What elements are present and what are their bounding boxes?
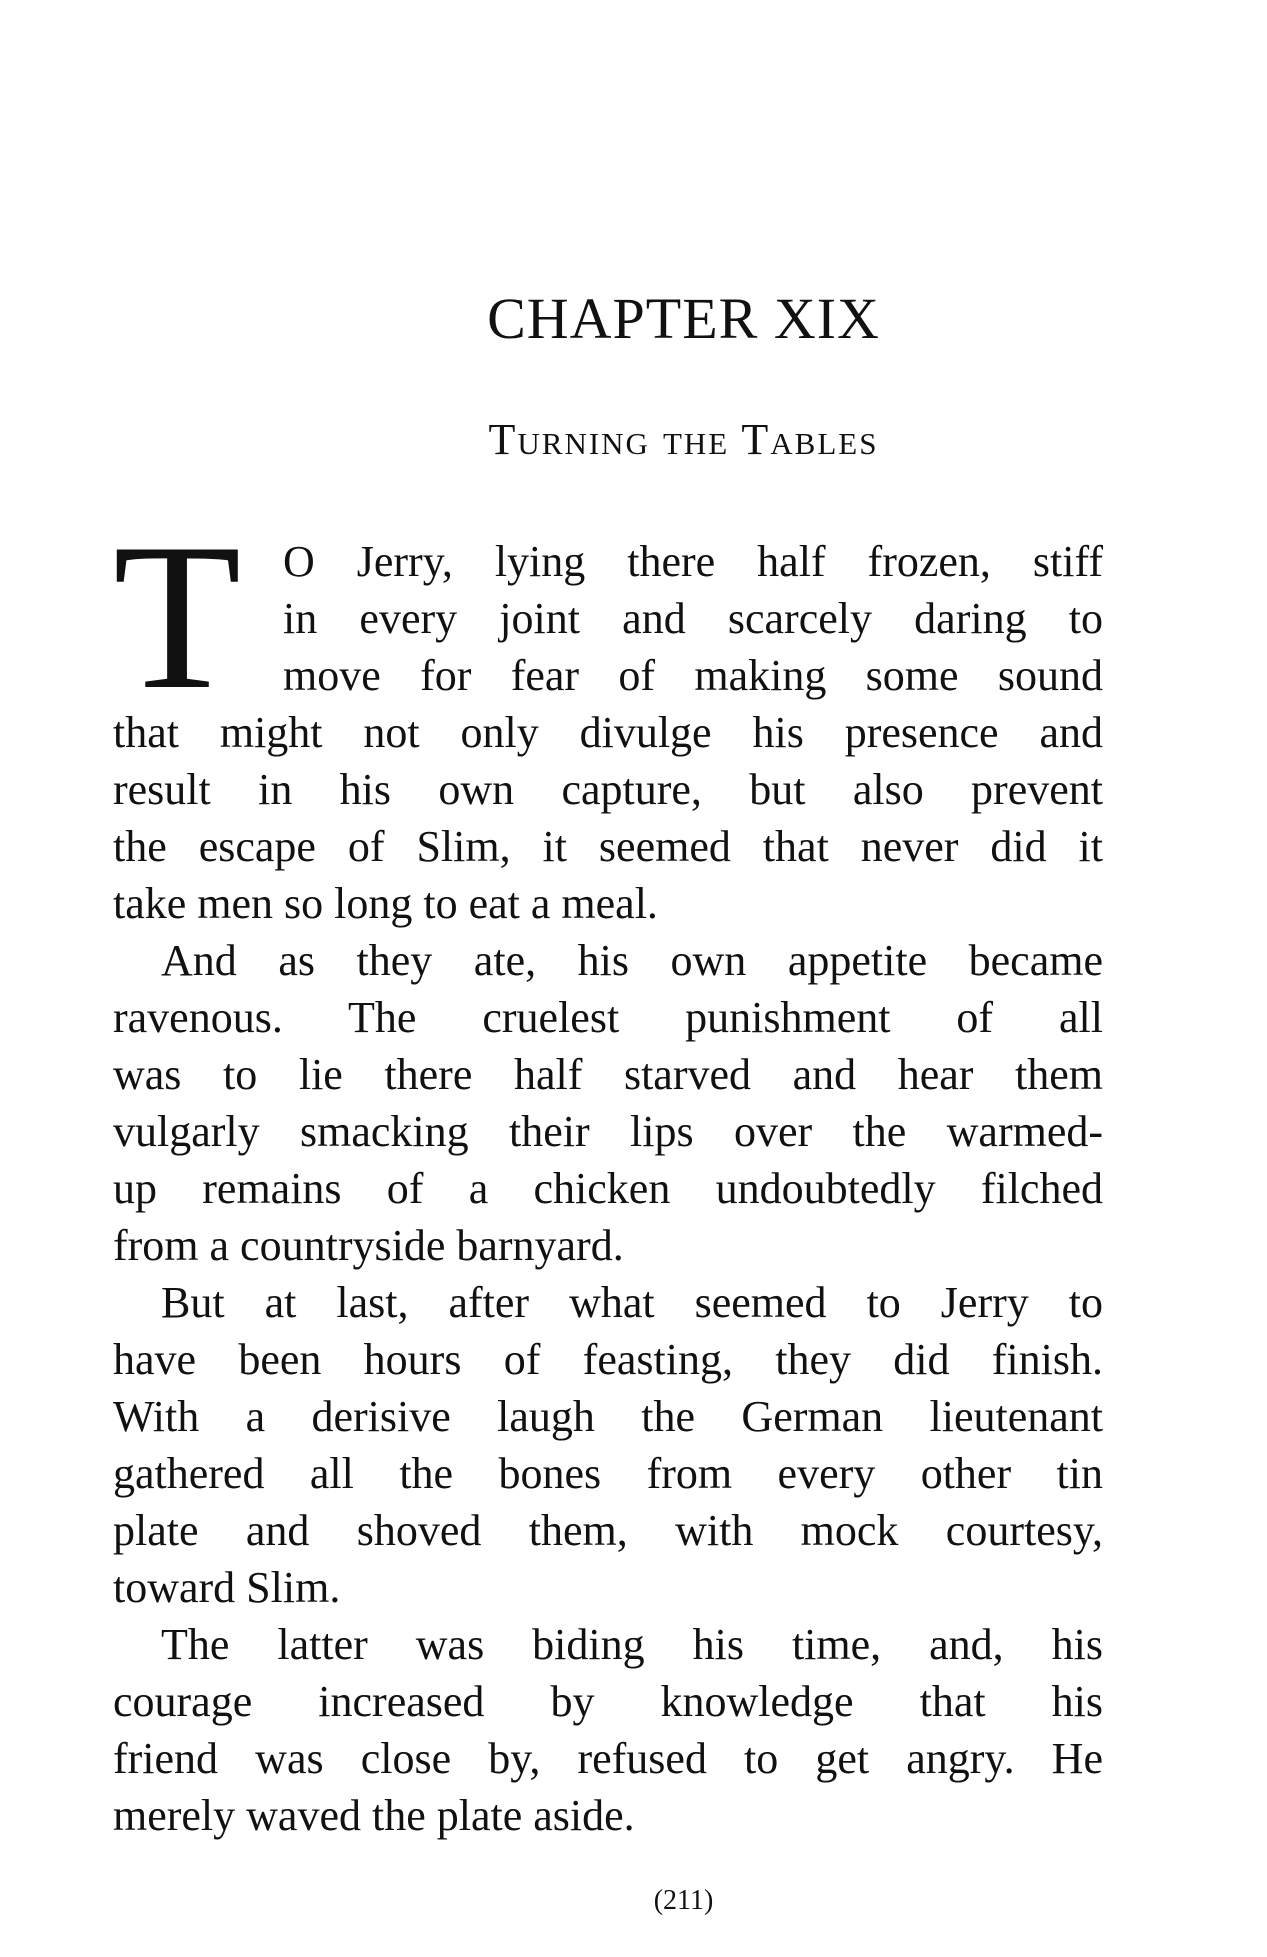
text-line: gathered all the bones from every other tin — [113, 1449, 1103, 1498]
paragraph-4 — [113, 1616, 1103, 1844]
text-line: courage increased by knowledge that his — [113, 1677, 1103, 1726]
text-line: result in his own capture, but also prevent — [113, 765, 1103, 814]
text-line: up remains of a chicken undoubtedly filched — [113, 1164, 1103, 1213]
text-line: And as they ate, his own appetite became — [161, 936, 1103, 985]
text-line: merely waved the plate aside. — [113, 1791, 635, 1840]
text-line: O Jerry, lying there half frozen, stiff — [283, 537, 1103, 586]
paragraph-2 — [113, 932, 1103, 1274]
text-line: toward Slim. — [113, 1563, 341, 1612]
drop-cap: T — [113, 501, 242, 733]
text-line: from a countryside barnyard. — [113, 1221, 624, 1270]
text-line: have been hours of feasting, they did finish. — [113, 1335, 1103, 1384]
chapter-title: Turning the Tables — [488, 415, 879, 464]
body-text — [113, 501, 1103, 1844]
text-line: take men so long to eat a meal. — [113, 879, 658, 928]
text-line: in every joint and scarcely daring to — [283, 594, 1103, 643]
text-line: was to lie there half starved and hear them — [113, 1050, 1103, 1099]
paragraph-3 — [113, 1274, 1103, 1616]
page-number: (211) — [653, 1885, 714, 1916]
text-line: move for fear of making some sound — [283, 651, 1103, 700]
text-line: plate and shoved them, with mock courtesy, — [113, 1506, 1103, 1555]
text-line: that might not only divulge his presence and — [113, 708, 1103, 757]
chapter-heading: CHAPTER XIX — [487, 286, 880, 351]
text-line: The latter was biding his time, and, his — [161, 1620, 1103, 1669]
text-line: friend was close by, refused to get angry. He — [113, 1734, 1103, 1783]
text-line: the escape of Slim, it seemed that never did it — [113, 822, 1103, 871]
text-line: vulgarly smacking their lips over the warmed- — [113, 1107, 1103, 1156]
text-line: ravenous. The cruelest punishment of all — [113, 993, 1103, 1042]
text-line: With a derisive laugh the German lieutenant — [113, 1392, 1103, 1441]
text-line: But at last, after what seemed to Jerry to — [161, 1278, 1103, 1327]
paragraph-1 — [113, 501, 1103, 932]
